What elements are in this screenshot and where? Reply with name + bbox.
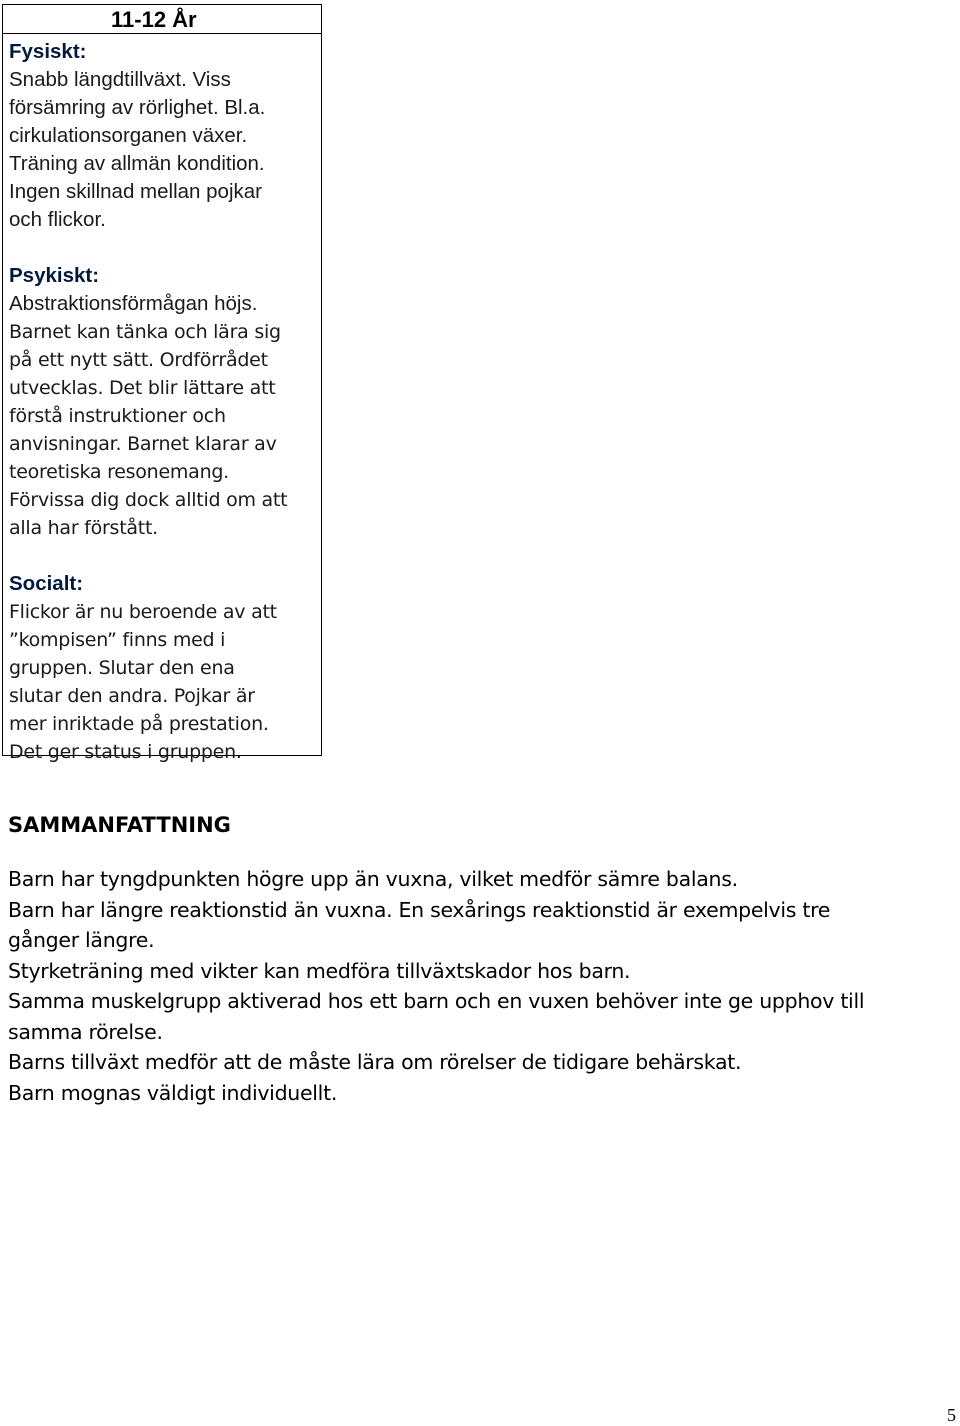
- summary-line: samma rörelse.: [8, 1019, 163, 1044]
- fysiskt-line: cirkulationsorganen växer.: [9, 124, 248, 147]
- psykiskt-line: Förvissa dig dock alltid om att: [9, 489, 288, 511]
- summary-line: gånger längre.: [8, 928, 155, 952]
- fysiskt-line: försämring av rörlighet. Bl.a.: [9, 96, 266, 119]
- summary-title: SAMMANFATTNING: [8, 813, 231, 837]
- summary-line: Barn har längre reaktionstid än vuxna. En sexårings reaktionstid är exempelvis tre: [8, 897, 831, 922]
- spacer: [9, 542, 315, 570]
- psykiskt-line: anvisningar. Barnet klarar av: [9, 433, 277, 455]
- summary-section: [8, 806, 953, 1108]
- psykiskt-heading: Psykiskt:: [9, 264, 100, 287]
- age-header: 11-12 År: [3, 5, 321, 34]
- socialt-line: mer inriktade på prestation.: [9, 713, 269, 735]
- socialt-line: Det ger status i gruppen.: [9, 741, 242, 763]
- psykiskt-line: utvecklas. Det blir lättare att: [9, 377, 276, 399]
- page-number: 5: [947, 1405, 956, 1425]
- psykiskt-line: teoretiska resonemang.: [9, 461, 229, 483]
- summary-line: Samma muskelgrupp aktiverad hos ett barn och en vuxen behöver inte ge upphov till: [8, 989, 865, 1013]
- fysiskt-line: Snabb längdtillväxt. Viss: [9, 68, 231, 91]
- age-body: [3, 34, 321, 763]
- age-table: [2, 4, 322, 763]
- socialt-line: Flickor är nu beroende av att: [9, 601, 277, 623]
- psykiskt-line: Abstraktionsförmågan höjs.: [9, 292, 258, 315]
- spacer: [9, 234, 315, 262]
- summary-line: Barn mognas väldigt individuellt.: [8, 1080, 338, 1105]
- summary-line: Styrketräning med vikter kan medföra tillväxtskador hos barn.: [8, 958, 631, 983]
- socialt-line: gruppen. Slutar den ena: [9, 657, 235, 679]
- summary-line: Barns tillväxt medför att de måste lära om rörelser de tidigare behärskat.: [8, 1050, 742, 1074]
- socialt-line: slutar den andra. Pojkar är: [9, 685, 255, 707]
- fysiskt-line: och flickor.: [9, 208, 106, 231]
- psykiskt-line: alla har förstått.: [9, 517, 158, 539]
- fysiskt-line: Ingen skillnad mellan pojkar: [9, 180, 262, 203]
- psykiskt-line: förstå instruktioner och: [9, 405, 226, 427]
- psykiskt-line: Barnet kan tänka och lära sig: [9, 321, 281, 343]
- socialt-heading: Socialt:: [9, 572, 84, 595]
- socialt-line: ”kompisen” finns med i: [9, 629, 226, 651]
- psykiskt-line: på ett nytt sätt. Ordförrådet: [9, 349, 268, 371]
- fysiskt-heading: Fysiskt:: [9, 40, 87, 63]
- summary-line: Barn har tyngdpunkten högre upp än vuxna, vilket medför sämre balans.: [8, 867, 738, 891]
- fysiskt-line: Träning av allmän kondition.: [9, 152, 265, 175]
